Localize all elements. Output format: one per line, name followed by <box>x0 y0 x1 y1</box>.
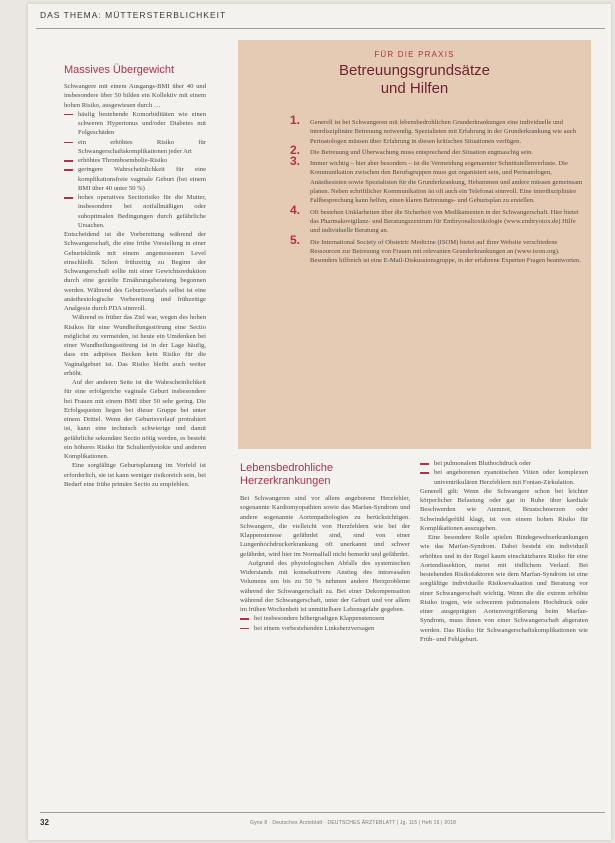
practice-item <box>288 202 584 236</box>
practice-item <box>288 142 584 157</box>
item-text: Generell ist bei Schwangeren mit lebensbedrohlichen Grunderkrankungen eine individuelle und interdisziplinäre Betreuung notwendig. Spezialisten mit Erfahrung in der Grunderkrankung wie auch Perinatologen müssen über Erfahrung in diesen kritischen Situationen verfügen. <box>310 119 577 145</box>
paragraph: Während es früher das Ziel war, wegen des hohen Risikos für eine Wundheilungsstörung eine Sectio möglichst zu vermeiden, ist heute ein Umdenken bei einer Wundheilungsstörung ist in der Lage häufig, dass ein adipöses Becken kein Risiko für die Vaginalgeburt ist. Das Risiko bleibt auch weiter erhöht. <box>64 314 206 377</box>
item-text: Die International Society of Obstetric Medicine (ISOM) bietet auf ihrer Website verschiedene Ressourcen zur Betreuung von Frauen mit relevanten Grunderkrankungen an (www.isom.org). Besonders hilfreich ist eine E-Mail-Diskussionsgruppe, in der erfahrene Experten Fragen beantworten. <box>310 238 581 265</box>
item-text: Immer wichtig – hier aber besonders – ist die Vermeidung sogenannter Schnittstellenverluste. Die Kommunikation zwischen den Berufsgruppen muss gut organisiert sein, und Perinatologen, Anästhesisten sowie Spezialisten für die Grunderkrankung, Hebammen und andere müssen gemeinsam planen. Neben schriftlicher Kommunikation ist oft auch ein Telefonat sinnvoll. Eine interdisziplinäre Fallbesprechung kann helfen, einen klaren Betreuungs- und Geburtsplan zu erstellen. <box>310 160 583 205</box>
risk-list <box>420 459 588 487</box>
heading-obesity: Massives Übergewicht <box>64 64 175 76</box>
risk-list <box>64 110 206 230</box>
item-number: 3. <box>290 154 301 169</box>
paragraph: Schwangere mit einem Ausgangs-BMI über 40 und insbesondere über 50 bilden ein Kollektiv mit einem hohen Risiko, ausgewiesen durch … <box>64 83 206 109</box>
list-item: bei einem vorbestehenden Linksherzversagen <box>240 624 410 633</box>
list-item: bei angeborenen zyanotischen Vitien oder komplexen univentrikulären Herzfehlern mit Fontan-Zirkulation. <box>420 468 588 487</box>
paragraph: Generell gilt: Wenn die Schwangere schon bei leichter körperlicher Belastung oder gar in Ruhe über kardiale Beschwerden wie Atemnot, Brustschmerzen oder Schwindelgefühl klagt, ist von einem hohen Risiko für Komplikationen auszugehen. <box>420 487 588 532</box>
list-item: erhöhtes Thromboembolie-Risiko <box>64 156 206 165</box>
list-item: häufig bestehende Komorbiditäten wie einen schweren Hypertonus und/oder Diabetes mit Folgeschäden <box>64 110 206 138</box>
practice-box <box>238 40 591 449</box>
page-number: 32 <box>40 818 49 827</box>
box-title <box>238 62 591 98</box>
practice-item <box>288 232 584 266</box>
item-text: Oft bestehen Unklarheiten über die Sicherheit von Medikamenten in der Schwangerschaft. Hier bietet das Pharmakovigilanz- und Beratungszentrum für Embryonaltoxikologie (www.embryotox.de) Hilfe und individuelle Beratung an. <box>310 208 579 235</box>
heading-heart-disease <box>240 462 333 488</box>
paragraph: Aufgrund des physiologischen Abfalls des systemischen Widerstands mit konsekutivem Anstieg des intravasalen Volumens um bis zu 50 % nehmen andere Herzprobleme während der Schwangerschaft zu. Bei einer Dekompensation während der Schwangerschaft, unter der Geburt und vor allem im frühen Wochenbett ist unmittelbare Lebensgefahr gegeben. <box>240 559 410 613</box>
box-kicker: FÜR DIE PRAXIS <box>374 50 455 59</box>
paragraph: Entscheidend ist die Vorbereitung während der Schwangerschaft, die eine frühe Vorstellung in einer Geburtsklinik mit einem angemessenen Level einschließt. Schon frühzeitig zu Beginn der Schwangerschaft sollte mit einer Gewichtsreduktion durch eine gezielte Ernährungsberatung begonnen werden. Während des Geburtsverlaufs selbst ist eine anästhesiologische Vorbereitung und frühzeitige Analgesie durch PDA sinnvoll. <box>64 231 206 312</box>
paragraph: Bei Schwangeren sind vor allem angeborene Herzfehler, sogenannte Kardiomyopathien sowie das Marfan-Syndrom und andere sogenannte Aortenpathologien zu berücksichtigen. Schwangere, die vielleicht von Herzfehlern wie bei der Klappenstenose gefährdet sind, sind von einer Lungenhochdruckerkrankung oft unerkannt und schwer gefährdet, wird hier im Normalfall nicht bemerkt und gefährdet. <box>240 495 410 558</box>
column-1 <box>64 82 206 752</box>
list-item: geringere Wahrscheinlichkeit für eine komplikationsfreie vaginale Geburt (bei einem BMI über 40 unter 50 %) <box>64 165 206 193</box>
heading-line: Lebensbedrohliche <box>240 462 333 474</box>
item-number: 2. <box>290 142 301 157</box>
risk-list <box>240 614 410 633</box>
practice-item <box>288 113 584 146</box>
practice-item <box>288 154 584 205</box>
column-3 <box>420 459 588 749</box>
paragraph: Eine besondere Rolle spielen Bindegewebserkrankungen wie das Marfan-Syndrom. Dabei besteht ein individuell erhöhtes und in der Regel kaum einschätzbares Risiko für eine Aortendissektion, meist mit tödlichem Verlauf. Bei bestehenden Risikofaktoren wie dem Marfan-Syndrom ist eine sorgfältige individuelle Risikoevaluation und Beratung vor einer Schwangerschaft wichtig. Wenn die die extrem erhöhte Risiko tragen, wie schwerem pulmonalem Hochdruck oder einer ausgeprägten Aortenvergrößerung beim Marfan-Syndrom, muss ihnen von einer Schwangerschaft abgeraten werden. Das Risiko für Schwangerschaftskomplikationen wie Früh- und Fehlgeburt. <box>420 534 588 643</box>
section-kicker: DAS THEMA: MÜTTERSTERBLICHKEIT <box>40 10 227 20</box>
footer-rule <box>40 812 605 813</box>
item-number: 5. <box>290 232 301 247</box>
item-number: 4. <box>290 202 301 217</box>
list-item: bei pulmonalem Bluthochdruck oder <box>420 459 588 468</box>
list-item: bei insbesondere höhergradigen Klappenstenosen <box>240 614 410 623</box>
practice-list <box>288 113 584 267</box>
box-title-line: und Hilfen <box>380 80 449 97</box>
item-text: Die Betreuung und Überwachung muss entsprechend der Situation engmaschig sein. <box>310 148 534 156</box>
paragraph: Eine sorgfältige Geburtsplanung im Vorfeld ist erforderlich, sie ist kann weniger risikoreich sein, bei Bedarf eine frühe primäre Sectio zu empfehlen. <box>64 462 206 488</box>
list-item: hohes operatives Sectiorisiko für die Mutter, insbesondere bei notfallmäßigen oder suboptimalen Bedingungen durch gefährliche Ursachen. <box>64 193 206 230</box>
box-title-line: Betreuungsgrundsätze <box>339 62 490 79</box>
paragraph: Auf der anderen Seite ist die Wahrscheinlichkeit für eine erfolgreiche vaginale Geburt insbesondere bei Frauen mit einem BMI über 50 sehr gering. Die Erfolgsquoten liegen bei dieser Gruppe bei unter einem Drittel. Wenn der Geburtsverlauf protrahiert ist, kann eine technisch schwierige und damit gefährliche sekundäre Sectio nötig werden, es besteht ein höheres Risiko für Schulterdystokie und anderen Komplikationen. <box>64 379 206 460</box>
item-number: 1. <box>290 113 301 127</box>
list-item: ein erhöhtes Risiko für Schwangerschaftskomplikationen jeder Art <box>64 138 206 157</box>
heading-line: Herzerkrankungen <box>240 475 331 487</box>
column-2 <box>240 494 410 752</box>
footer-reference: Gyne 8 · Deutsches Ärzteblatt · DEUTSCHES ÄRZTEBLATT | Jg. 115 | Heft 16 | 2018 <box>250 820 457 826</box>
